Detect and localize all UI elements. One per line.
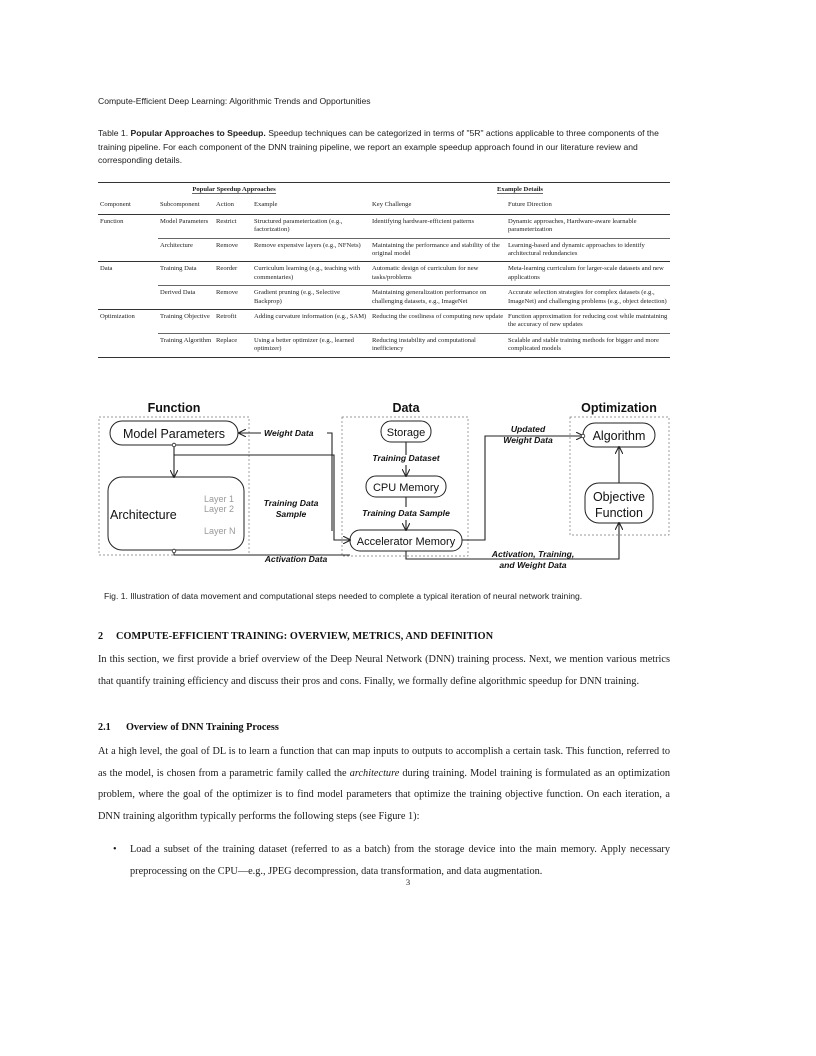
training-data-sample-center-label: Training Data Sample — [362, 508, 450, 518]
cpu-memory-label: CPU Memory — [372, 482, 440, 494]
accelerator-memory-label: Accelerator Memory — [356, 536, 456, 548]
section-2-heading: 2 COMPUTE-EFFICIENT TRAINING: OVERVIEW, METRICS, AND DEFINITION — [98, 631, 494, 642]
col-header-subcomponent: Subcomponent — [160, 201, 200, 209]
updated-weight-data-label-2: Weight Data — [503, 435, 553, 445]
training-data-sample-left-2: Sample — [275, 509, 307, 519]
table-caption-label: Table 1. — [98, 128, 129, 138]
col-header-future-direction: Future Direction — [508, 201, 552, 209]
figure-caption: Fig. 1. Illustration of data movement and computational steps needed to complete a typical iteration of neural network training. — [104, 591, 583, 601]
section-title-function: Function — [147, 401, 201, 415]
model-parameters-label: Model Parameters — [122, 427, 226, 441]
layerN-label: Layer N — [204, 526, 236, 536]
training-pipeline-figure — [98, 395, 670, 575]
layer2-label: Layer 2 — [204, 504, 235, 514]
col-header-action: Action — [216, 201, 234, 209]
section-title-data: Data — [392, 401, 420, 415]
speedup-table — [98, 182, 670, 358]
group-header-left: Popular Speedup Approaches — [98, 183, 370, 197]
algorithm-label: Algorithm — [592, 429, 646, 443]
weight-data-label: Weight Data — [264, 428, 314, 438]
objective-function-label-2: Function — [595, 506, 643, 520]
col-header-example: Example — [254, 201, 278, 209]
activation-training-weight-label-1: Activation, Training, — [491, 549, 575, 559]
table-row: Optimization Training Objective Retrofit Adding curvature information (e.g., SAM) Reducing the costliness of computing new update Function approximation for reducing cost while maintaining the accuracy of new updates — [98, 310, 670, 334]
layer1-label: Layer 1 — [204, 494, 235, 504]
training-dataset-label: Training Dataset — [372, 453, 440, 463]
table-row: Function Model Parameters Restrict Structured parameterization (e.g., factorization) Identifying hardware-efficient patterns Dynamic approaches, Hardware-aware learnable parameterization — [98, 214, 670, 238]
col-header-component: Component — [100, 201, 131, 209]
col-header-key-challenge: Key Challenge — [372, 201, 412, 209]
training-data-sample-left-1: Training Data — [263, 498, 319, 508]
updated-weight-data-label-1: Updated — [510, 424, 546, 434]
objective-function-label-1: Objective — [592, 490, 646, 504]
page-number: 3 — [405, 877, 411, 887]
table-caption-bold: Popular Approaches to Speedup. — [130, 128, 266, 138]
group-header-right: Example Details — [370, 183, 670, 197]
section-title-optimization: Optimization — [581, 401, 657, 415]
activation-training-weight-label-2: and Weight Data — [499, 560, 567, 570]
storage-label: Storage — [386, 427, 426, 439]
table-caption — [98, 127, 670, 168]
activation-data-label: Activation Data — [264, 554, 328, 564]
table-row: Data Training Data Reorder Curriculum learning (e.g., teaching with commentaries) Automatic design of curriculum for new tasks/problems Meta-learning curriculum for larger-scale datasets and new applications — [98, 262, 670, 286]
architecture-label: Architecture — [110, 508, 177, 522]
table-caption-text: Speedup techniques can be categorized in terms of "5R" actions applicable to three components of the training pipeline. For each component of the DNN training pipeline, we report an example speedup approach found in our literature review and corresponding details. — [98, 128, 659, 165]
running-head: Compute-Efficient Deep Learning: Algorithmic Trends and Opportunities — [98, 96, 371, 106]
section-2-1-paragraph: At a high level, the goal of DL is to learn a function that can map inputs to outputs to accomplish a certain task. This function, referred to as the model, is chosen from a parametric family called the architecture during training. Model training is formulated as an optimization problem, where the goal of the optimizer is to find model parameters that optimize the training objective function. On each iteration, a DNN training algorithm typically performs the following steps (see Figure 1): — [98, 746, 670, 822]
table-row: Architecture Remove Remove expensive layers (e.g., NFNets) Maintaining the performance and stability of the original model Learning-based and dynamic approaches to identify architectural redundancies — [98, 238, 670, 262]
list-item: • Load a subset of the training dataset (referred to as a batch) from the storage device into the main memory. Apply necessary preprocessing on the CPU—e.g., JPEG decompression, data transformation, and data augmentation. — [113, 839, 670, 882]
bullet-icon: • — [113, 844, 117, 855]
section-2-intro: In this section, we first provide a brief overview of the Deep Neural Network (DNN) training process. Next, we mention various metrics that quantify training efficiency and discuss their pros and cons. Finally, we formally define algorithmic speedup for DNN training. — [98, 654, 670, 687]
table-row: Derived Data Remove Gradient pruning (e.g., Selective Backprop) Maintaining generalization performance on challenging datasets, e.g., ImageNet Accurate selection strategies for complex datasets (e.g., ImageNet) and challenging problems (e.g., object detection) — [98, 286, 670, 310]
section-2-1-heading: 2.1 Overview of DNN Training Process — [98, 722, 279, 733]
table-row: Training Algorithm Replace Using a better optimizer (e.g., learned optimizer) Reducing instability and computational inefficiency Scalable and stable training methods for bigger and more complicated models — [98, 333, 670, 357]
